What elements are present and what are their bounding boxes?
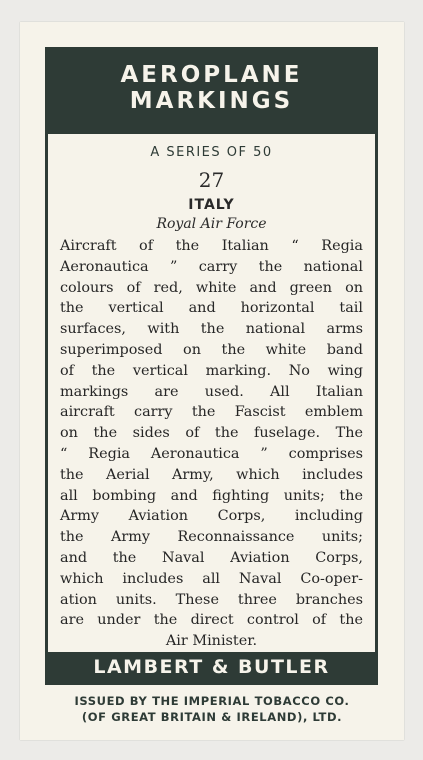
body-line: Air Minister. (165, 633, 258, 650)
issuer-line-2: (OF GREAT BRITAIN & IRELAND), LTD. (81, 710, 343, 724)
description-text (60, 236, 363, 652)
body-line: the vertical and horizontal tail (60, 300, 363, 317)
body-line: Army Aviation Corps, including (60, 508, 363, 525)
card-number: 27 (198, 168, 225, 192)
body-line: and the Naval Aviation Corps, (60, 549, 363, 566)
body-line: the Army Reconnaissance units; (60, 529, 363, 546)
cigarette-card (20, 22, 404, 740)
title-band (48, 50, 375, 134)
title-line-2: MARKINGS (129, 88, 294, 114)
body-line: on the sides of the fuselage. The (60, 425, 363, 442)
body-line: Aircraft of the Italian “ Regia (60, 238, 363, 254)
body-line: surfaces, with the national arms (60, 321, 363, 338)
series-label: A SERIES OF 50 (150, 145, 273, 160)
body-line: “ Regia Aeronautica ” comprises (60, 445, 363, 462)
body-line: colours of red, white and green on (60, 279, 363, 296)
issuer-line-1: ISSUED BY THE IMPERIAL TOBACCO CO. (74, 694, 350, 708)
body-line: ation units. These three branches (60, 591, 363, 608)
subtitle: Royal Air Force (156, 216, 267, 232)
body-line: all bombing and fighting units; the (60, 487, 363, 504)
body-line: aircraft carry the Fascist emblem (60, 404, 363, 421)
body-line: markings are used. All Italian (60, 383, 363, 400)
body-line: which includes all Naval Co-oper- (60, 570, 363, 587)
title-line-1: AEROPLANE (120, 62, 303, 88)
card-frame (45, 47, 378, 685)
body-line: the Aerial Army, which includes (60, 466, 363, 483)
body-line: of the vertical marking. No wing (60, 362, 363, 379)
body-line: are under the direct control of the (60, 612, 363, 629)
country-heading: ITALY (188, 197, 235, 213)
body-line: superimposed on the white band (60, 341, 363, 358)
maker-band: LAMBERT & BUTLER (48, 652, 375, 682)
body-line: Aeronautica ” carry the national (60, 258, 363, 275)
